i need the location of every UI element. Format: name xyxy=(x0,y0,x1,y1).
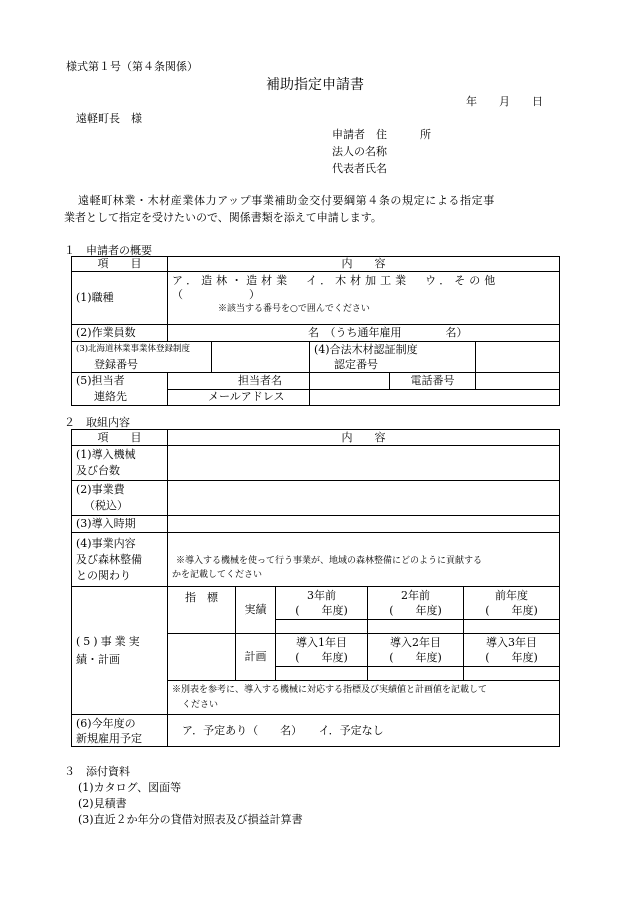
timing-value xyxy=(168,516,560,533)
actual-value-3 xyxy=(276,620,368,634)
col-content-header: 内 容 xyxy=(168,257,560,272)
hiring-options: ア．予定あり（ 名） イ．予定なし xyxy=(168,715,560,747)
year-past-1-label: 前年度 xyxy=(495,589,529,602)
occupation-other: （ ） xyxy=(172,288,260,301)
year-future-3-label: 導入3年目 xyxy=(486,636,538,649)
actual-value-2 xyxy=(368,620,464,634)
year-future-1 xyxy=(276,634,368,667)
attachment-3: (3)直近２か年分の貸借対照表及び損益計算書 xyxy=(78,813,303,826)
year-past-2-paren: ( 年度) xyxy=(389,604,442,617)
applicant-representative: 代表者氏名 xyxy=(332,162,387,175)
results-label-1: (5)事業実 xyxy=(76,634,143,648)
section1-heading: １ 申請者の概要 xyxy=(64,244,152,257)
content-label xyxy=(72,533,168,587)
cost-label xyxy=(72,481,168,516)
content-label-3: との関わり xyxy=(76,568,131,582)
contact-label-2: 連絡先 xyxy=(94,390,127,403)
col-item-header: 項 目 xyxy=(72,257,168,272)
year-future-3-paren: ( 年度) xyxy=(485,651,538,664)
content-note-2: かを記載してください xyxy=(172,570,263,580)
content-note xyxy=(168,533,560,587)
registration-label-2: 登録番号 xyxy=(94,358,138,371)
content-label-1: (4)事業内容 xyxy=(76,536,136,550)
results-label-2: 績・計画 xyxy=(76,652,120,666)
year-future-2-paren: ( 年度) xyxy=(389,651,442,664)
plan-value-2 xyxy=(368,667,464,681)
timing-label: (3)導入時期 xyxy=(72,516,168,533)
occupation-options: ア．造林・造材業 イ．木材加工業 ウ．その他 xyxy=(172,274,500,287)
workers-label: (2)作業員数 xyxy=(72,325,168,342)
cost-label-2: （税込） xyxy=(84,499,128,512)
year-past-3 xyxy=(276,587,368,620)
section3-heading: ３ 添付資料 xyxy=(64,765,130,778)
year-past-2 xyxy=(368,587,464,620)
certification-label-1: (4)合法木材認証制度 xyxy=(314,343,418,356)
machines-label-2: 及び台数 xyxy=(76,464,120,477)
certification-number-value xyxy=(476,342,560,373)
year-past-2-label: 2年前 xyxy=(401,589,430,602)
hiring-label xyxy=(72,715,168,747)
col-content-header-2: 内 容 xyxy=(168,430,560,446)
year-future-2-label: 導入2年目 xyxy=(390,636,441,649)
person-name-label: 担当者名 xyxy=(168,373,310,390)
occupation-label: (1)職種 xyxy=(72,272,168,325)
indicator-header: 指 標 xyxy=(168,587,236,620)
document-title: 補助指定申請書 xyxy=(266,77,364,93)
registration-label xyxy=(72,342,212,373)
applicant-address: 申請者 住 所 xyxy=(332,128,431,141)
workers-value: 名 （うち通年雇用 名） xyxy=(168,325,560,342)
phone-value xyxy=(476,373,560,390)
actual-label: 実績 xyxy=(236,587,276,634)
year-future-2 xyxy=(368,634,464,667)
intro-line-2: 業者として指定を受けたいので、関係書類を添えて申請します。 xyxy=(64,211,382,224)
content-note-1: ※導入する機械を使って行う事業が、地域の森林整備にどのように貢献する xyxy=(176,556,483,566)
plan-value-3 xyxy=(464,667,560,681)
occupation-cell xyxy=(168,272,560,325)
addressee: 遠軽町長 様 xyxy=(76,112,142,125)
intro-line-1: 遠軽町林業・木材産業体力アップ事業補助金交付要綱第４条の規定による指定事 xyxy=(78,194,495,207)
person-name-value xyxy=(310,373,390,390)
occupation-note: ※該当する番号を○で囲んでください xyxy=(218,304,370,314)
content-label-2: 及び森林整備 xyxy=(76,552,142,566)
attachment-1: (1)カタログ、図面等 xyxy=(78,781,182,794)
year-past-1-paren: ( 年度) xyxy=(485,604,538,617)
machines-label-1: (1)導入機械 xyxy=(76,448,136,461)
registration-number-value xyxy=(212,342,310,373)
results-note xyxy=(168,681,560,715)
cost-label-1: (2)事業費 xyxy=(76,483,125,496)
year-future-3 xyxy=(464,634,560,667)
email-value xyxy=(310,389,560,406)
results-note-1: ※別表を参考に、導入する機械に対応する指標及び実績値と計画値を記載して xyxy=(172,684,488,695)
initiative-table xyxy=(71,429,560,747)
phone-label: 電話番号 xyxy=(390,373,476,390)
plan-label: 計画 xyxy=(236,634,276,681)
email-label: メールアドレス xyxy=(168,389,310,406)
cost-value xyxy=(168,481,560,516)
attachment-2: (2)見積書 xyxy=(78,797,127,810)
section2-heading: ２ 取組内容 xyxy=(64,416,130,429)
year-future-1-paren: ( 年度) xyxy=(295,651,348,664)
indicator-plan-value xyxy=(168,634,236,681)
machines-value xyxy=(168,446,560,481)
hiring-label-1: (6)今年度の xyxy=(76,716,136,730)
year-future-1-label: 導入1年目 xyxy=(296,636,347,649)
applicant-company: 法人の名称 xyxy=(332,145,387,158)
indicator-actual-value xyxy=(168,620,236,634)
year-past-1 xyxy=(464,587,560,620)
actual-value-1 xyxy=(464,620,560,634)
year-past-3-paren: ( 年度) xyxy=(295,604,348,617)
certification-label xyxy=(310,342,476,373)
contact-label xyxy=(72,373,168,406)
year-past-3-label: 3年前 xyxy=(307,589,336,602)
machines-label xyxy=(72,446,168,481)
contact-label-1: (5)担当者 xyxy=(76,374,125,387)
plan-value-1 xyxy=(276,667,368,681)
certification-label-2: 認定番号 xyxy=(334,358,378,371)
applicant-overview-table xyxy=(71,256,560,406)
results-label xyxy=(72,587,168,715)
col-item-header-2: 項 目 xyxy=(72,430,168,446)
results-note-2: ください xyxy=(182,699,219,710)
form-number: 様式第１号（第４条関係） xyxy=(66,60,198,73)
date-line: 年 月 日 xyxy=(466,95,543,108)
registration-label-1: (3)北海道林業事業体登録制度 xyxy=(76,344,191,354)
hiring-label-2: 新規雇用予定 xyxy=(76,731,142,745)
